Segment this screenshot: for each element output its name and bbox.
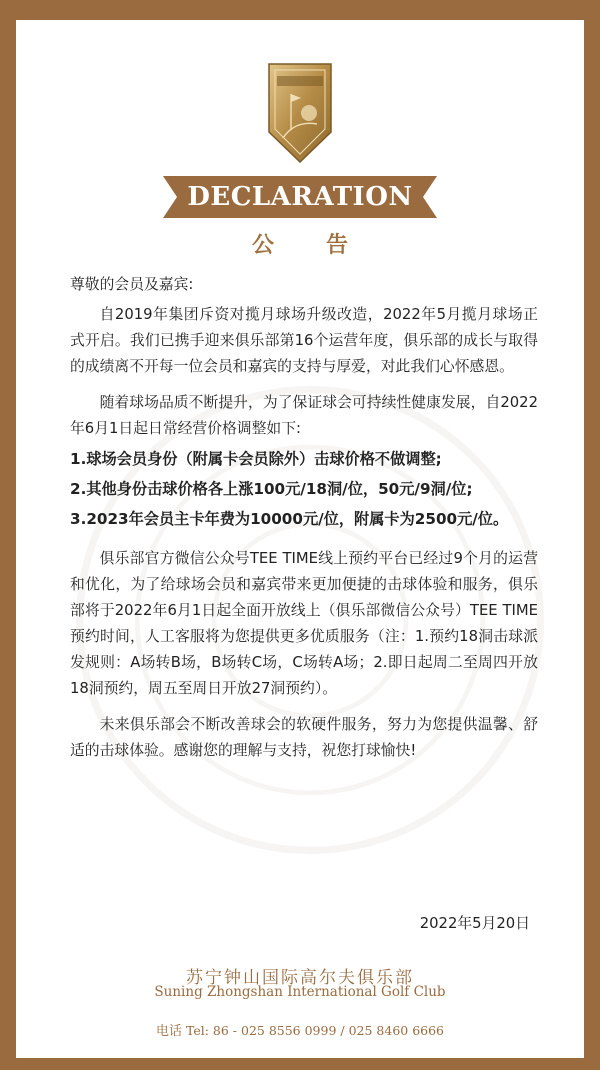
list-item: 3.2023年会员主卡年费为10000元/位，附属卡为2500元/位。 — [70, 510, 509, 528]
title-cn: 公告 — [251, 233, 400, 258]
paragraph-3: 俱乐部官方微信公众号TEE TIME线上预约平台已经过9个月的运营和优化，为了给球场会员和嘉宾带来更加便捷的击球体验和服务，俱乐部将于2022年6月1日起全面开放线上（俱乐部微信公众号）TEE TIME预约时间，人工客服将为您提供更多优质服务（注：1.预约18洞击球派发规则：A场转B场，B场转C场，C场转A场；2.即日起周二至周四开放18洞预约，周五至周日开放27洞预约）。 — [70, 550, 538, 697]
phone-numbers: Tel: 86 - 025 8556 0999 / 025 8460 6666 — [185, 1023, 445, 1038]
phone-label: 电话 — [155, 1024, 182, 1039]
greeting: 尊敬的会员及嘉宾: — [70, 276, 194, 293]
golf-club-shield-emblem-icon — [265, 58, 335, 166]
notice-body — [70, 272, 538, 774]
list-item: 1.球场会员身份（附属卡会员除外）击球价格不做调整; — [70, 450, 442, 468]
club-name-cn: 苏宁钟山国际高尔夫俱乐部 — [186, 968, 414, 988]
title-en: DECLARATION — [187, 182, 413, 212]
notice-date: 2022年5月20日 — [419, 915, 530, 932]
club-name-en: Suning Zhongshan International Golf Club — [154, 984, 446, 1000]
price-adjustment-list — [70, 446, 538, 532]
paragraph-1: 自2019年集团斥资对揽月球场升级改造，2022年5月揽月球场正式开启。我们已携手迎来俱乐部第16个运营年度，俱乐部的成长与取得的成绩离不开每一位会员和嘉宾的支持与厚爱，对此我们心怀感恩。 — [70, 306, 538, 375]
phone-line — [0, 1020, 600, 1039]
paragraph-4: 未来俱乐部会不断改善球会的软硬件服务，努力为您提供温馨、舒适的击球体验。感谢您的理解与支持，祝您打球愉快! — [70, 716, 538, 759]
paragraph-2: 随着球场品质不断提升，为了保证球会可持续性健康发展，自2022年6月1日起日常经营价格调整如下: — [70, 394, 538, 437]
list-item: 2.其他身份击球价格各上涨100元/18洞/位，50元/9洞/位; — [70, 480, 473, 498]
